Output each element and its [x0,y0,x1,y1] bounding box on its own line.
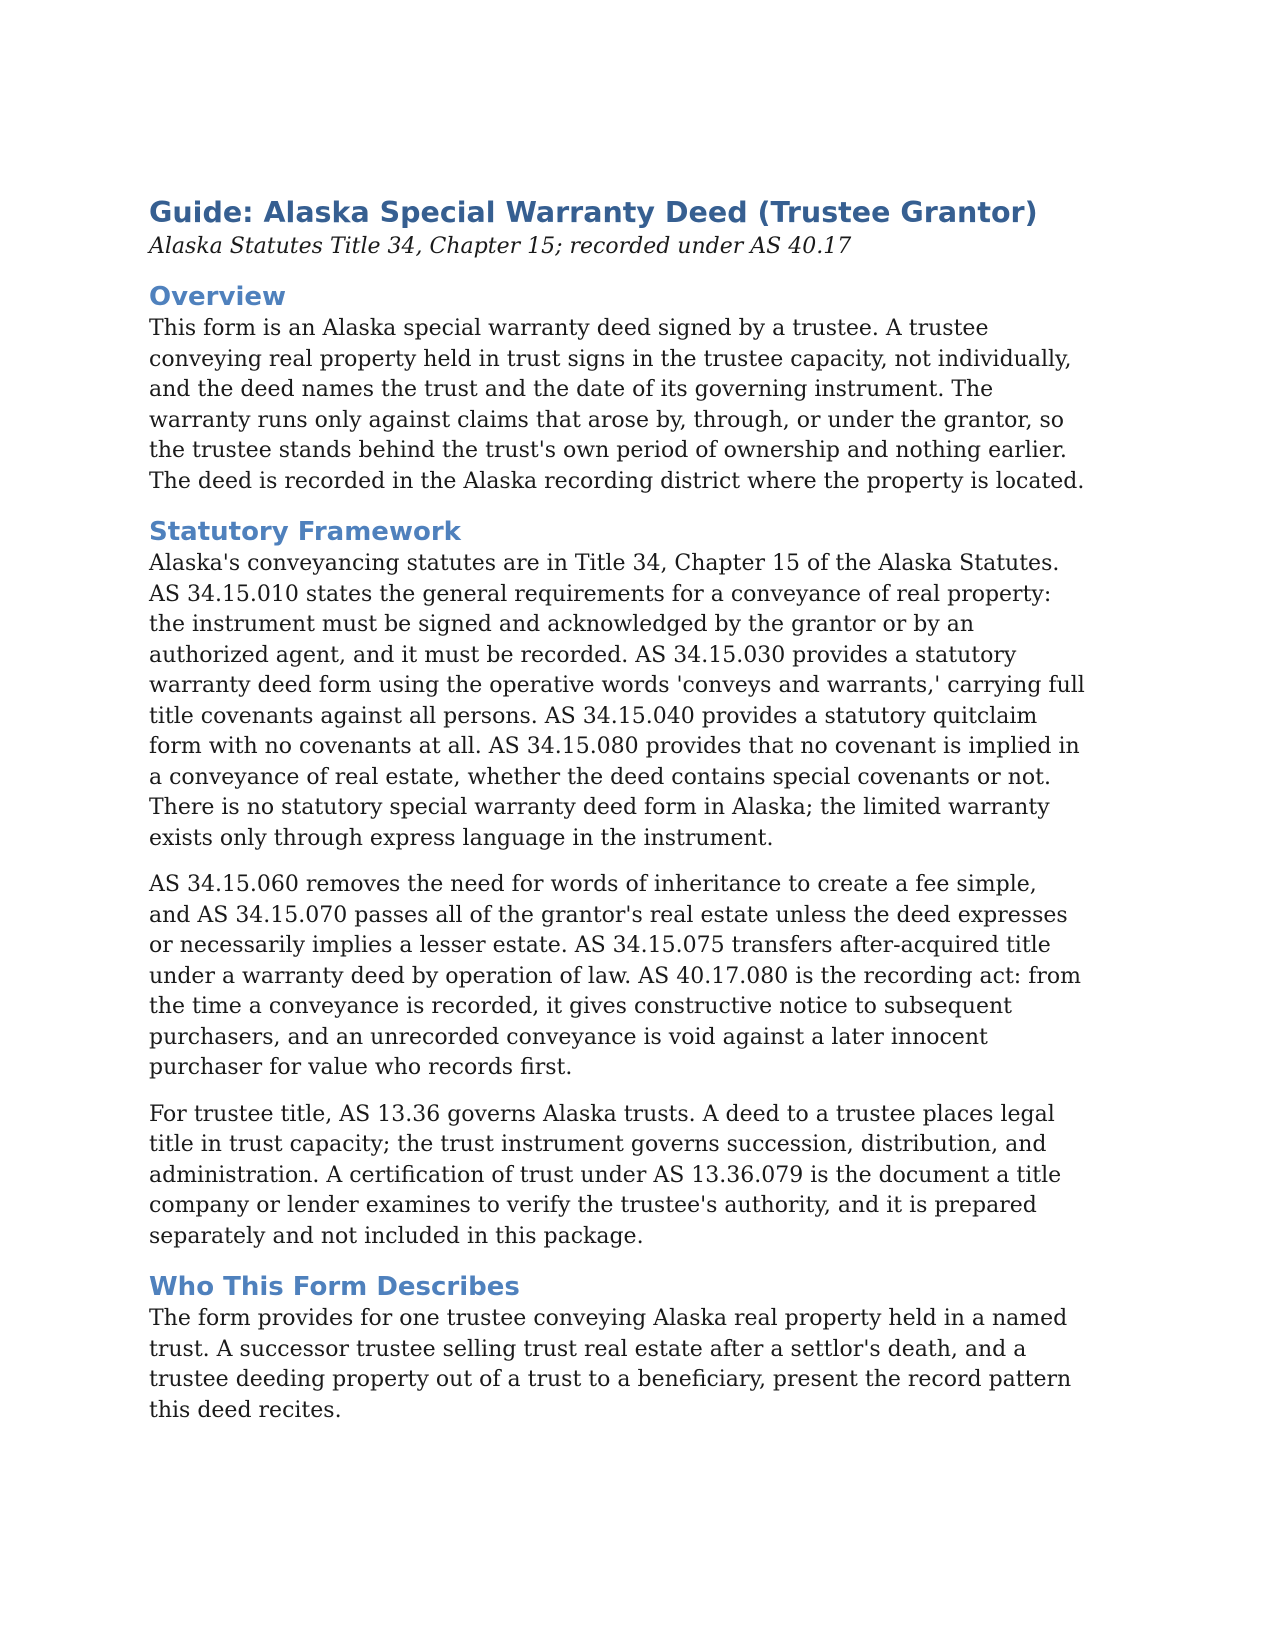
document-subtitle: Alaska Statutes Title 34, Chapter 15; recorded under AS 40.17 [149,234,852,259]
paragraph-line: or necessarily implies a lesser estate. AS 34.15.075 transfers after-acquired title [149,933,1051,958]
paragraph-line: administration. A certification of trust under AS 13.36.079 is the document a title [149,1162,1062,1188]
document-title: Guide: Alaska Special Warranty Deed (Trustee Grantor) [149,196,1038,229]
paragraph-line: The deed is recorded in the Alaska recording district where the property is located. [149,468,1085,494]
paragraph-line: under a warranty deed by operation of law. AS 40.17.080 is the recording act: from [149,963,1081,989]
section [149,280,1129,497]
paragraph-line: This form is an Alaska special warranty deed signed by a trustee. A trustee [149,316,989,341]
section-heading: Overview [149,282,287,312]
paragraph-line: purchasers, and an unrecorded conveyance is void against a later innocent [149,1024,988,1050]
paragraph-line: this deed recites. [149,1397,342,1423]
paragraph-line: warranty runs only against claims that arose by, through, or under the grantor, so [149,407,1065,433]
paragraph-line: separately and not included in this package. [149,1223,644,1249]
paragraph-line: purchaser for value who records first. [149,1055,573,1080]
paragraph-line: AS 34.15.060 removes the need for words of inheritance to create a fee simple, [149,872,1037,897]
paragraph-line: a conveyance of real estate, whether the deed contains special covenants or not. [149,764,1051,790]
paragraph-line: warranty deed form using the operative words 'conveys and warrants,' carrying full [149,673,1085,698]
paragraph-line: the instrument must be signed and acknowledged by the grantor or by an [149,612,975,637]
paragraph-line: authorized agent, and it must be recorded. AS 34.15.030 provides a statutory [149,642,1017,668]
section [149,1270,1129,1426]
paragraph-line: trustee deeding property out of a trust to a beneficiary, present the record pattern [149,1367,1072,1392]
paragraph-line: and AS 34.15.070 passes all of the grantor's real estate unless the deed expresses [149,902,1068,928]
paragraph-line: title in trust capacity; the trust instrument governs succession, distribution, and [149,1132,1047,1157]
section-heading: Who This Form Describes [149,1272,520,1302]
body-paragraph [149,870,1129,1084]
paragraph-line: There is no statutory special warranty deed form in Alaska; the limited warranty [149,795,1050,820]
paragraph-line: title covenants against all persons. AS 34.15.040 provides a statutory quitclaim [149,703,1038,729]
section-heading: Statutory Framework [149,517,461,547]
paragraph-line: trust. A successor trustee selling trust real estate after a settlor's death, and a [149,1336,1027,1362]
paragraph-line: company or lender examines to verify the trustee's authority, and it is prepared [149,1193,1037,1218]
paragraph-line: conveying real property held in trust signs in the trustee capacity, not individually, [149,346,1072,372]
section [149,515,1129,1252]
body-paragraph [149,1304,1129,1426]
document-page [149,194,1129,1426]
paragraph-line: AS 34.15.010 states the general requirements for a conveyance of real property: [149,581,1052,607]
body-paragraph [149,314,1129,497]
paragraph-line: The form provides for one trustee conveying Alaska real property held in a named [149,1306,1068,1331]
paragraph-line: form with no covenants at all. AS 34.15.080 provides that no covenant is implied in [149,734,1080,759]
paragraph-line: For trustee title, AS 13.36 governs Alaska trusts. A deed to a trustee places legal [149,1101,1055,1127]
paragraph-line: exists only through express language in the instrument. [149,825,774,851]
paragraph-line: and the deed names the trust and the date of its governing instrument. The [149,377,994,402]
paragraph-line: the time a conveyance is recorded, it gives constructive notice to subsequent [149,994,1012,1019]
paragraph-line: the trustee stands behind the trust's own period of ownership and nothing earlier. [149,438,1067,463]
body-paragraph [149,1100,1129,1253]
body-paragraph [149,549,1129,854]
paragraph-line: Alaska's conveyancing statutes are in Title 34, Chapter 15 of the Alaska Statutes. [149,551,1060,576]
document-body [149,280,1129,1426]
